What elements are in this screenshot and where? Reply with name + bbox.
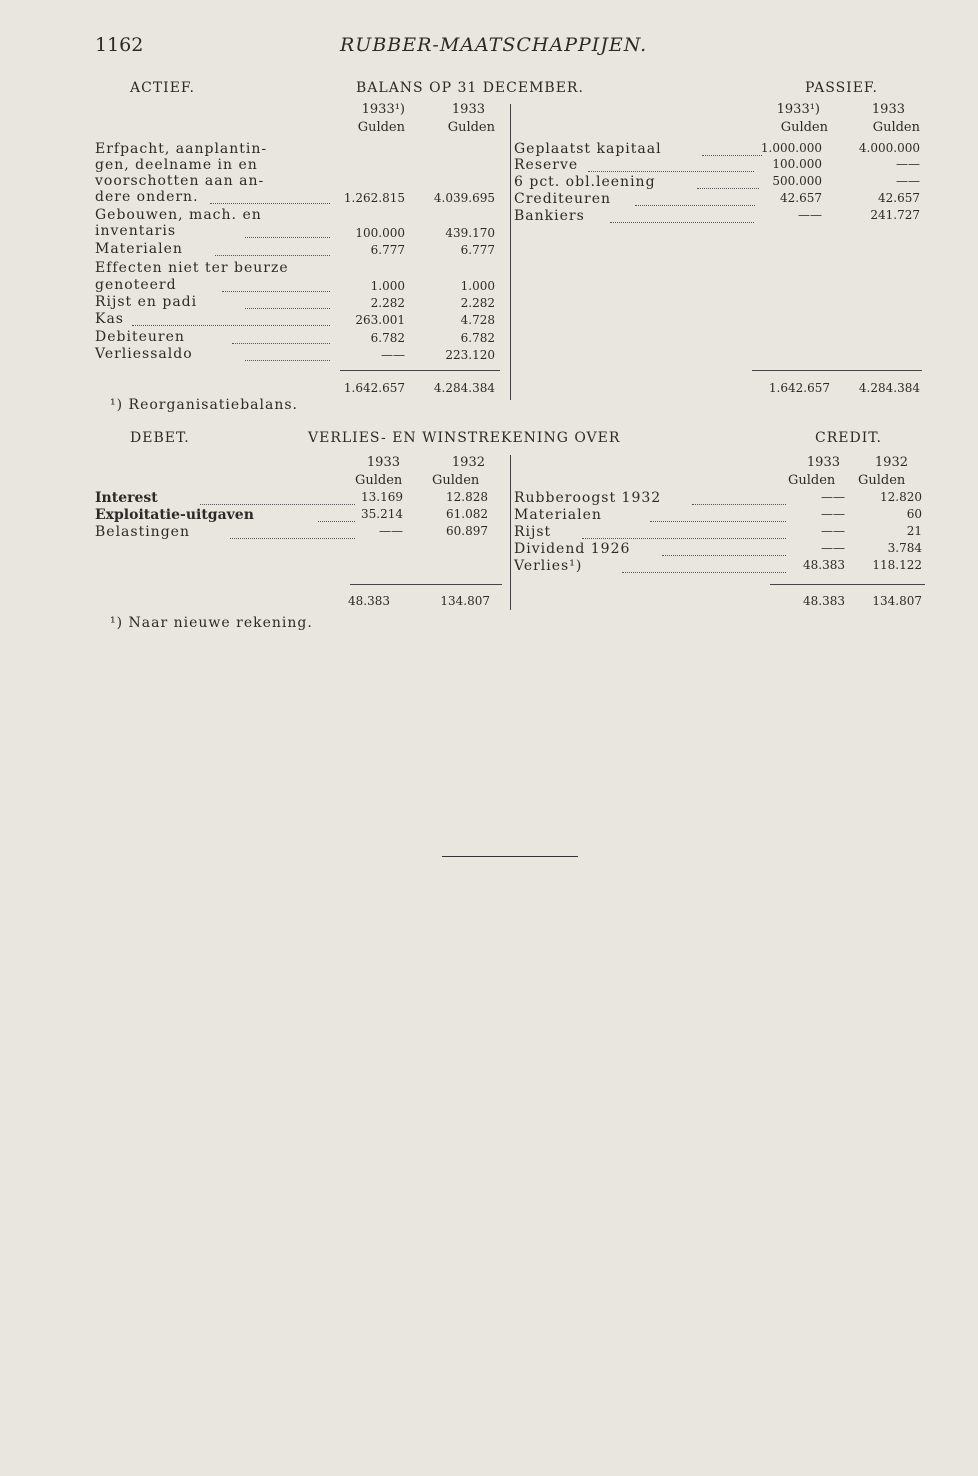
credit-3-v2: 21 — [906, 524, 922, 538]
debet-total-rule — [350, 584, 502, 585]
balance-title: BALANS OP 31 DECEMBER. — [356, 80, 584, 96]
leader — [222, 281, 330, 292]
balance-passief-col1-currency: Gulden — [780, 120, 828, 135]
actief-label-8: Verliessaldo — [95, 346, 193, 362]
actief-label-3: Materialen — [95, 241, 183, 257]
credit-4-v1: —— — [821, 541, 845, 555]
pl-debet-col1-currency: Gulden — [355, 473, 403, 488]
actief-4-v1: 1.000 — [370, 279, 405, 293]
credit-2-v1: —— — [821, 507, 845, 521]
pl-credit-col2-currency: Gulden — [858, 473, 906, 488]
leader — [622, 562, 786, 573]
debet-2-v2: 61.082 — [446, 507, 488, 521]
leader — [588, 161, 754, 172]
leader — [210, 193, 330, 204]
leader — [662, 545, 786, 556]
passief-label-4: Crediteuren — [514, 191, 612, 207]
page-number: 1162 — [95, 34, 144, 56]
passief-label-2: Reserve — [514, 157, 579, 173]
debet-label-1: Interest — [95, 490, 158, 506]
passief-2-v2: —— — [896, 157, 920, 171]
actief-1-v2: 4.039.695 — [433, 191, 495, 205]
passief-total-v2: 4.284.384 — [858, 381, 920, 395]
pl-title: VERLIES- EN WINSTREKENING OVER — [308, 430, 621, 446]
passief-total-rule — [752, 370, 922, 371]
credit-label-5: Verlies¹) — [514, 558, 583, 574]
debet-2-v1: 35.214 — [361, 507, 403, 521]
end-rule — [442, 856, 578, 857]
debet-3-v2: 60.897 — [446, 524, 488, 538]
actief-label-1b: gen, deelname in en — [95, 157, 258, 173]
debet-1-v1: 13.169 — [361, 490, 403, 504]
actief-label-4b: genoteerd — [95, 277, 177, 293]
actief-5-v2: 2.282 — [460, 296, 495, 310]
balance-passief-col2-currency: Gulden — [872, 120, 920, 135]
leader — [215, 245, 330, 256]
actief-2-v2: 439.170 — [445, 226, 495, 240]
credit-4-v2: 3.784 — [887, 541, 922, 555]
credit-total-v1: 48.383 — [803, 594, 845, 608]
balance-passief-col2-year: 1933 — [871, 102, 905, 117]
leader — [697, 178, 759, 189]
debet-total-v2: 134.807 — [440, 594, 490, 608]
passief-4-v2: 42.657 — [878, 191, 920, 205]
passief-label-5: Bankiers — [514, 208, 585, 224]
pl-debet-col2-year: 1932 — [451, 455, 485, 470]
actief-label-1d: dere ondern. — [95, 189, 199, 205]
leader — [650, 511, 786, 522]
pl-debet-col2-currency: Gulden — [432, 473, 480, 488]
pl-credit-col1-year: 1933 — [806, 455, 840, 470]
debet-total-v1: 48.383 — [348, 594, 390, 608]
balance-actief-col1-currency: Gulden — [357, 120, 405, 135]
actief-7-v1: 6.782 — [370, 331, 405, 345]
pl-debet-col1-year: 1933 — [366, 455, 400, 470]
actief-3-v2: 6.777 — [460, 243, 495, 257]
balance-passief-title: PASSIEF. — [805, 80, 878, 96]
pl-credit-col1-currency: Gulden — [788, 473, 836, 488]
pl-debet-title: DEBET. — [130, 430, 190, 446]
actief-4-v2: 1.000 — [460, 279, 495, 293]
actief-label-5: Rijst en padi — [95, 294, 198, 310]
actief-6-v2: 4.728 — [460, 313, 495, 327]
actief-1-v1: 1.262.815 — [343, 191, 405, 205]
balance-actief-col2-year: 1933 — [451, 102, 485, 117]
actief-total-v2: 4.284.384 — [433, 381, 495, 395]
debet-label-2: Exploitatie-uitgaven — [95, 507, 254, 523]
debet-label-3: Belastingen — [95, 524, 190, 540]
pl-credit-title: CREDIT. — [815, 430, 882, 446]
actief-label-2a: Gebouwen, mach. en — [95, 207, 262, 223]
actief-5-v1: 2.282 — [370, 296, 405, 310]
credit-label-3: Rijst — [514, 524, 552, 540]
credit-label-1: Rubberoogst 1932 — [514, 490, 662, 506]
credit-label-4: Dividend 1926 — [514, 541, 631, 557]
pl-credit-col2-year: 1932 — [874, 455, 908, 470]
leader — [610, 212, 754, 223]
pl-divider — [510, 455, 511, 610]
balance-actief-col1-year: 1933¹) — [361, 102, 405, 117]
pl-footnote: ¹) Naar nieuwe rekening. — [110, 615, 313, 631]
actief-total-v1: 1.642.657 — [343, 381, 405, 395]
passief-4-v1: 42.657 — [780, 191, 822, 205]
credit-3-v1: —— — [821, 524, 845, 538]
balance-actief-title: ACTIEF. — [130, 80, 195, 96]
leader — [200, 494, 355, 505]
actief-8-v2: 223.120 — [445, 348, 495, 362]
actief-total-rule — [340, 370, 500, 371]
actief-label-4a: Effecten niet ter beurze — [95, 260, 289, 276]
credit-total-v2: 134.807 — [872, 594, 922, 608]
passief-1-v1: 1.000.000 — [760, 141, 822, 155]
passief-3-v2: —— — [896, 174, 920, 188]
credit-5-v2: 118.122 — [872, 558, 922, 572]
passief-label-3: 6 pct. obl.leening — [514, 174, 656, 190]
actief-label-6: Kas — [95, 311, 124, 327]
credit-1-v2: 12.820 — [880, 490, 922, 504]
actief-label-1c: voorschotten aan an- — [95, 173, 265, 189]
credit-total-rule — [770, 584, 925, 585]
actief-8-v1: —— — [381, 348, 405, 362]
actief-label-7: Debiteuren — [95, 329, 185, 345]
balance-actief-col2-currency: Gulden — [447, 120, 495, 135]
actief-7-v2: 6.782 — [460, 331, 495, 345]
credit-1-v1: —— — [821, 490, 845, 504]
credit-5-v1: 48.383 — [803, 558, 845, 572]
balance-divider — [510, 104, 511, 400]
balance-footnote: ¹) Reorganisatiebalans. — [110, 397, 298, 413]
leader — [692, 494, 786, 505]
actief-label-1a: Erfpacht, aanplantin- — [95, 141, 268, 157]
balance-passief-col1-year: 1933¹) — [776, 102, 820, 117]
actief-2-v1: 100.000 — [355, 226, 405, 240]
credit-label-2: Materialen — [514, 507, 602, 523]
leader — [635, 195, 755, 206]
actief-3-v1: 6.777 — [370, 243, 405, 257]
leader — [132, 315, 330, 326]
passief-1-v2: 4.000.000 — [858, 141, 920, 155]
actief-label-2b: inventaris — [95, 223, 177, 239]
leader — [582, 528, 786, 539]
actief-6-v1: 263.001 — [355, 313, 405, 327]
passief-5-v1: —— — [798, 208, 822, 222]
debet-1-v2: 12.828 — [446, 490, 488, 504]
passief-total-v1: 1.642.657 — [768, 381, 830, 395]
credit-2-v2: 60 — [906, 507, 922, 521]
debet-3-v1: —— — [379, 524, 403, 538]
passief-5-v2: 241.727 — [870, 208, 920, 222]
passief-3-v1: 500.000 — [772, 174, 822, 188]
running-head: RUBBER-MAATSCHAPPIJEN. — [340, 34, 648, 56]
passief-label-1: Geplaatst kapitaal — [514, 141, 662, 157]
passief-2-v1: 100.000 — [772, 157, 822, 171]
